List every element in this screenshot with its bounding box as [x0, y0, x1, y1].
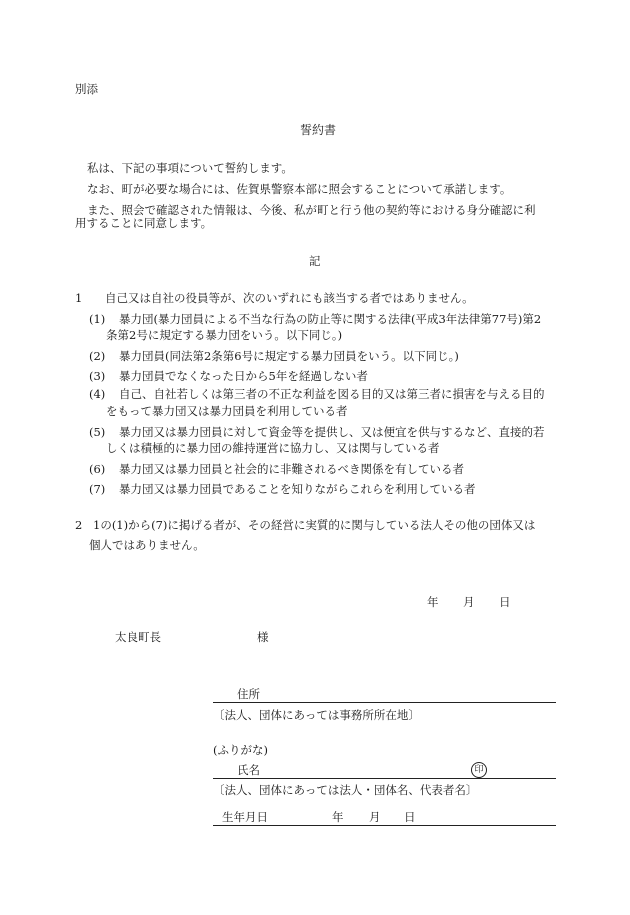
document-title: 誓約書 — [300, 123, 337, 137]
subitem-2 — [89, 351, 459, 363]
name-note: 〔法人、団体にあっては法人・団体名、代表者名〕 — [213, 783, 478, 797]
name-label: 氏名 — [237, 763, 260, 777]
intro-line: なお、町が必要な場合には、佐賀県警察本部に照会することについて承諾します。 — [87, 182, 512, 196]
item-2-cont: 個人ではありません。 — [89, 538, 205, 552]
subitem-number: (7) — [89, 482, 106, 496]
subitem-number: (3) — [89, 369, 106, 383]
birthdate-field-line[interactable] — [213, 825, 556, 826]
address-label: 住所 — [237, 687, 260, 701]
subitem-text: 暴力団又は暴力団員であることを知りながらこれらを利用している者 — [119, 482, 476, 496]
subitem-7 — [89, 484, 476, 496]
subitem-text: 暴力団又は暴力団員に対して資金等を提供し、又は便宜を供与するなど、直接的若 — [119, 425, 545, 439]
birth-year: 年 — [332, 810, 344, 824]
subitem-6 — [89, 464, 464, 476]
subitem-1 — [89, 314, 541, 326]
intro-line: 用することに同意します。 — [75, 216, 213, 230]
subitem-4 — [89, 389, 545, 401]
date-day: 日 — [499, 595, 511, 609]
subitem-1-cont: 条第2号に規定する暴力団をいう。以下同じ。) — [106, 328, 343, 342]
addressee-honorific: 様 — [257, 630, 269, 644]
birth-day: 日 — [404, 810, 416, 824]
subitem-5 — [89, 427, 545, 439]
subitem-text: 暴力団(暴力団員による不当な行為の防止等に関する法律(平成3年法律第77号)第2 — [119, 312, 542, 326]
subitem-number: (5) — [89, 425, 106, 439]
intro-line: また、照会で確認された情報は、今後、私が町と行う他の契約等における身分確認に利 — [87, 203, 536, 217]
address-note: 〔法人、団体にあっては事務所所在地〕 — [213, 708, 420, 722]
item-1-line — [75, 293, 474, 305]
subitem-text: 暴力団員でなくなった日から5年を経過しない者 — [119, 369, 368, 383]
birth-month: 月 — [369, 810, 381, 824]
intro-line: 私は、下記の事項について誓約します。 — [87, 161, 293, 175]
item-2-line — [75, 520, 535, 532]
item-number: 2 — [75, 518, 83, 532]
subitem-text: 暴力団又は暴力団員と社会的に非難されるべき関係を有している者 — [119, 462, 464, 476]
name-field-line[interactable] — [213, 778, 556, 779]
ki-heading: 記 — [309, 254, 321, 268]
furigana-label: (ふりがな) — [213, 743, 268, 757]
subitem-3 — [89, 371, 368, 383]
address-field-line[interactable] — [213, 702, 556, 703]
subitem-text: 暴力団員(同法第2条第6号に規定する暴力団員をいう。以下同じ。) — [119, 349, 459, 363]
date-month: 月 — [463, 595, 475, 609]
item-text: 1の(1)から(7)に掲げる者が、その経営に実質的に関与している法人その他の団体又は — [93, 518, 536, 532]
addressee-name: 太良町長 — [115, 630, 161, 644]
seal-mark-icon: 印 — [471, 762, 487, 778]
subitem-text: 自己、自社若しくは第三者の不正な利益を図る目的又は第三者に損害を与える目的 — [119, 387, 545, 401]
item-text: 自己又は自社の役員等が、次のいずれにも該当する者ではありません。 — [105, 291, 474, 305]
subitem-number: (6) — [89, 462, 106, 476]
subitem-5-cont: しくは積極的に暴力団の維持運営に協力し、又は関与している者 — [106, 441, 440, 455]
attachment-label: 別添 — [75, 82, 98, 96]
item-number: 1 — [75, 291, 83, 305]
date-year: 年 — [427, 595, 439, 609]
subitem-4-cont: をもって暴力団又は暴力団員を利用している者 — [106, 404, 348, 418]
subitem-number: (4) — [89, 387, 106, 401]
subitem-number: (1) — [89, 312, 106, 326]
subitem-number: (2) — [89, 349, 106, 363]
birthdate-label: 生年月日 — [222, 810, 268, 824]
